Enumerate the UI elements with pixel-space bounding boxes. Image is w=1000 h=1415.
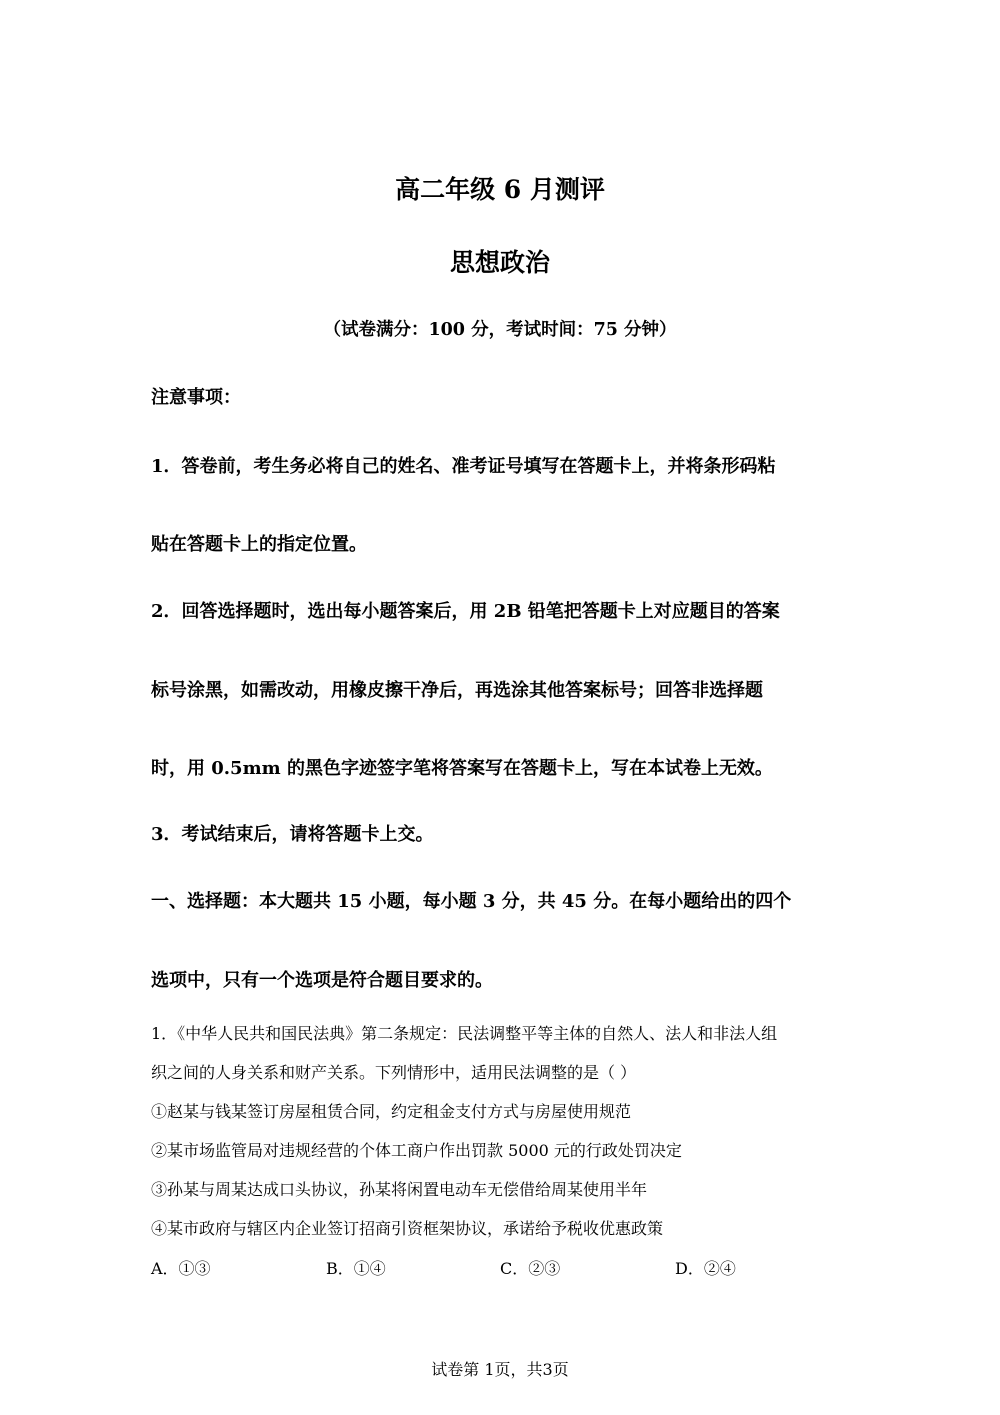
page-footer: 试卷第 1页，共3页 [431,1360,569,1379]
exam-title: 高二年级 6 月测评 [395,175,605,204]
question-1-statement-3: ③孙某与周某达成口头协议，孙某将闲置电动车无偿借给周某使用半年 [151,1180,648,1199]
notice-item-3: 3．考试结束后，请将答题卡上交。 [151,824,434,845]
question-1-option-b: B．①④ [326,1259,386,1278]
subject-title: 思想政治 [449,248,550,277]
section-heading-line-2: 选项中，只有一个选项是符合题目要求的。 [151,970,493,991]
notice-item-2-line-1: 2．回答选择题时，选出每小题答案后，用 2B 铅笔把答题卡上对应题目的答案 [151,601,780,622]
exam-info: （试卷满分：100 分，考试时间：75 分钟） [323,320,677,340]
question-1-statement-2: ②某市场监管局对违规经营的个体工商户作出罚款 5000 元的行政处罚决定 [151,1141,682,1160]
notice-item-2-line-2: 标号涂黑，如需改动，用橡皮擦干净后，再选涂其他答案标号；回答非选择题 [151,680,763,701]
question-1-option-a: A．①③ [151,1259,211,1278]
question-1-option-c: C．②③ [500,1259,561,1278]
question-1-option-d: D．②④ [675,1259,736,1278]
notice-heading: 注意事项： [151,387,241,408]
notice-item-1-line-2: 贴在答题卡上的指定位置。 [151,534,367,555]
notice-item-2-line-3: 时，用 0.5mm 的黑色字迹签字笔将答案写在答题卡上，写在本试卷上无效。 [151,758,773,779]
question-1-statement-4: ④某市政府与辖区内企业签订招商引资框架协议，承诺给予税收优惠政策 [151,1219,664,1238]
notice-item-1-line-1: 1．答卷前，考生务必将自己的姓名、准考证号填写在答题卡上，并将条形码粘 [151,456,776,477]
question-1-stem-line-2: 织之间的人身关系和财产关系。下列情形中，适用民法调整的是（ ） [151,1063,637,1082]
section-heading-line-1: 一、选择题：本大题共 15 小题，每小题 3 分，共 45 分。在每小题给出的四个 [151,891,792,912]
question-1-statement-1: ①赵某与钱某签订房屋租赁合同，约定租金支付方式与房屋使用规范 [151,1102,632,1121]
question-1-stem-line-1: 1．《中华人民共和国民法典》第二条规定：民法调整平等主体的自然人、法人和非法人组 [151,1024,778,1043]
